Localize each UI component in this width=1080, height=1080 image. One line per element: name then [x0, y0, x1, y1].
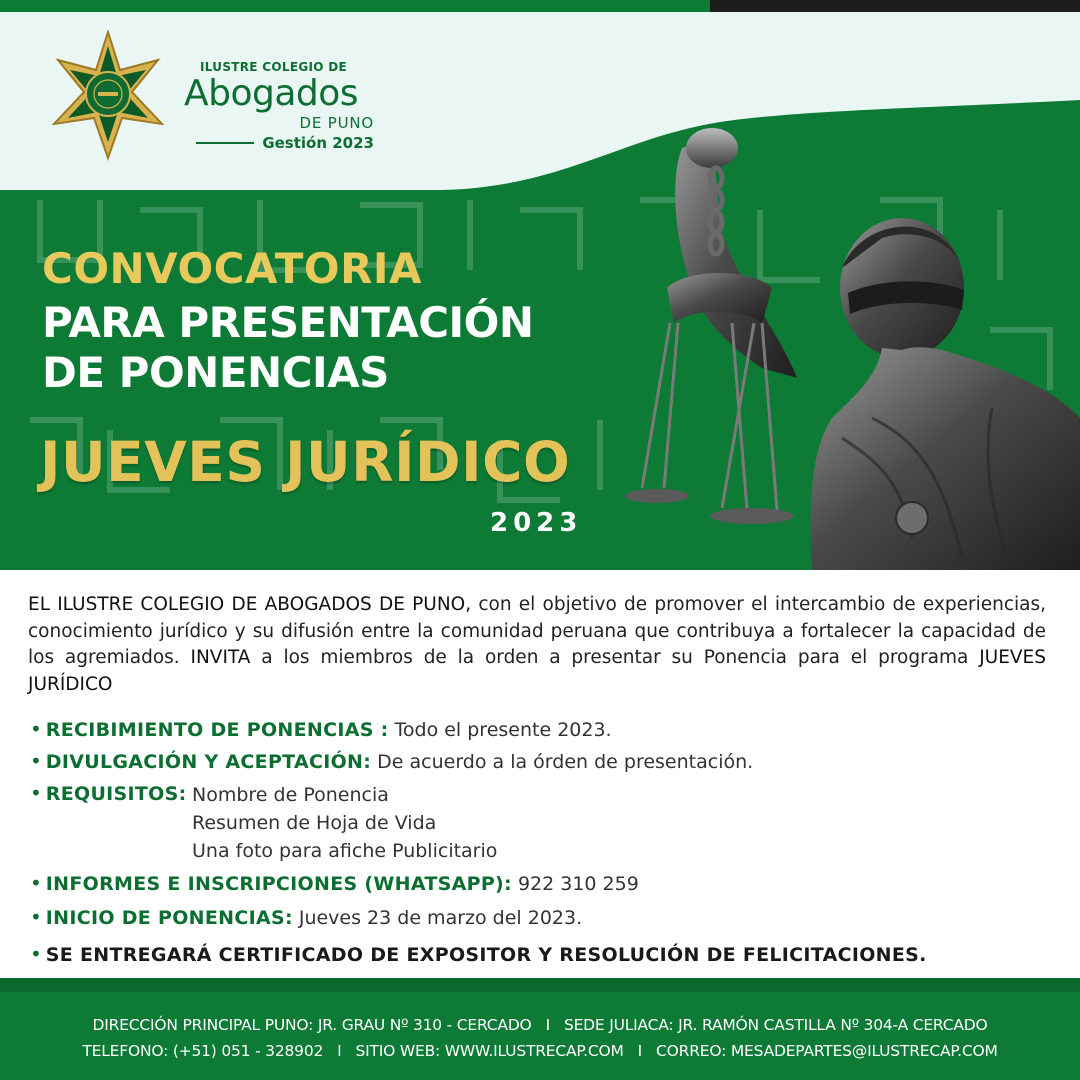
- headline-line-3: DE PONENCIAS: [42, 348, 389, 397]
- headline-program: JUEVES JURÍDICO: [40, 430, 571, 494]
- intro-invita: INVITA: [190, 647, 251, 668]
- footer-web-link[interactable]: SITIO WEB: WWW.ILUSTRECAP.COM: [355, 1042, 624, 1060]
- item-value: Jueves 23 de marzo del 2023.: [298, 907, 583, 929]
- footer-address-main: DIRECCIÓN PRINCIPAL PUNO: JR. GRAU Nº 310 - CERCADO: [92, 1016, 532, 1034]
- bullet-icon: •: [30, 905, 42, 929]
- intro-paragraph: [28, 592, 1046, 698]
- requisitos-list: [192, 781, 497, 865]
- logo-rule: [196, 142, 254, 144]
- item-label: DIVULGACIÓN Y ACEPTACIÓN:: [45, 751, 372, 773]
- bullet-icon: •: [30, 749, 42, 773]
- top-dark-bar: [710, 0, 1080, 12]
- requisito-item: Resumen de Hoja de Vida: [192, 812, 437, 834]
- star-badge-icon: [52, 30, 164, 162]
- footer-separator: I: [337, 1042, 342, 1060]
- headline-convocatoria: CONVOCATORIA: [42, 244, 423, 293]
- logo-line-4: [182, 134, 374, 152]
- footer-addresses: [0, 1016, 1080, 1034]
- footer-separator: I: [637, 1042, 643, 1060]
- footer-stripe: [0, 978, 1080, 992]
- item-recibimiento: [30, 717, 612, 741]
- logo-line-1: ILUSTRE COLEGIO DE: [200, 60, 347, 74]
- requisito-item: Nombre de Ponencia: [192, 784, 389, 806]
- item-label: RECIBIMIENTO DE PONENCIAS :: [45, 719, 389, 741]
- item-label: SE ENTREGARÁ CERTIFICADO DE EXPOSITOR Y RESOLUCIÓN DE FELICITACIONES.: [45, 944, 927, 966]
- bullet-icon: •: [30, 717, 42, 741]
- logo-line-2: Abogados: [184, 73, 359, 114]
- logo-management-year: Gestión 2023: [262, 134, 374, 152]
- item-label: INFORMES E INSCRIPCIONES (WHATSAPP):: [45, 873, 512, 895]
- item-informes: [30, 871, 639, 895]
- item-label: INICIO DE PONENCIAS:: [45, 907, 293, 929]
- intro-lead: EL ILUSTRE COLEGIO DE ABOGADOS DE PUNO,: [28, 594, 472, 615]
- lady-justice-statue-image: [612, 118, 1080, 570]
- bullet-icon: •: [30, 781, 42, 805]
- item-value: Todo el presente 2023.: [394, 719, 612, 741]
- footer-address-juliaca: SEDE JULIACA: JR. RAMÓN CASTILLA Nº 304-A CERCADO: [563, 1016, 988, 1034]
- footer-phone: TELEFONO: (+51) 051 - 328902: [82, 1042, 324, 1060]
- footer-contacts: [0, 1042, 1080, 1060]
- item-divulgacion: [30, 749, 753, 773]
- item-certificado: [30, 942, 927, 966]
- footer-separator: I: [545, 1016, 550, 1034]
- headline-line-2: PARA PRESENTACIÓN: [42, 298, 534, 347]
- item-label: REQUISITOS:: [45, 783, 187, 805]
- intro-program: JUEVES JURÍDICO: [28, 647, 1046, 695]
- intro-body-1: con el objetivo de promover el intercambio de experiencias, conocimiento jurídico y su difusión entre la comunidad peruana que contribuya a fortalecer la capacidad de los agremiados.: [28, 594, 1046, 668]
- bullet-icon: •: [30, 871, 42, 895]
- footer-email-link[interactable]: CORREO: MESADEPARTES@ILUSTRECAP.COM: [656, 1042, 998, 1060]
- item-requisitos: [30, 781, 187, 805]
- item-inicio: [30, 905, 582, 929]
- headline-year: 2023: [490, 508, 583, 538]
- intro-body-2: a los miembros de la orden a presentar su Ponencia para el programa: [250, 647, 980, 668]
- item-value: 922 310 259: [517, 873, 639, 895]
- item-value: De acuerdo a la órden de presentación.: [377, 751, 754, 773]
- bullet-icon: •: [30, 942, 42, 966]
- logo-line-3: DE PUNO: [299, 114, 374, 132]
- requisito-item: Una foto para afiche Publicitario: [192, 840, 498, 862]
- logo-text: [182, 60, 382, 152]
